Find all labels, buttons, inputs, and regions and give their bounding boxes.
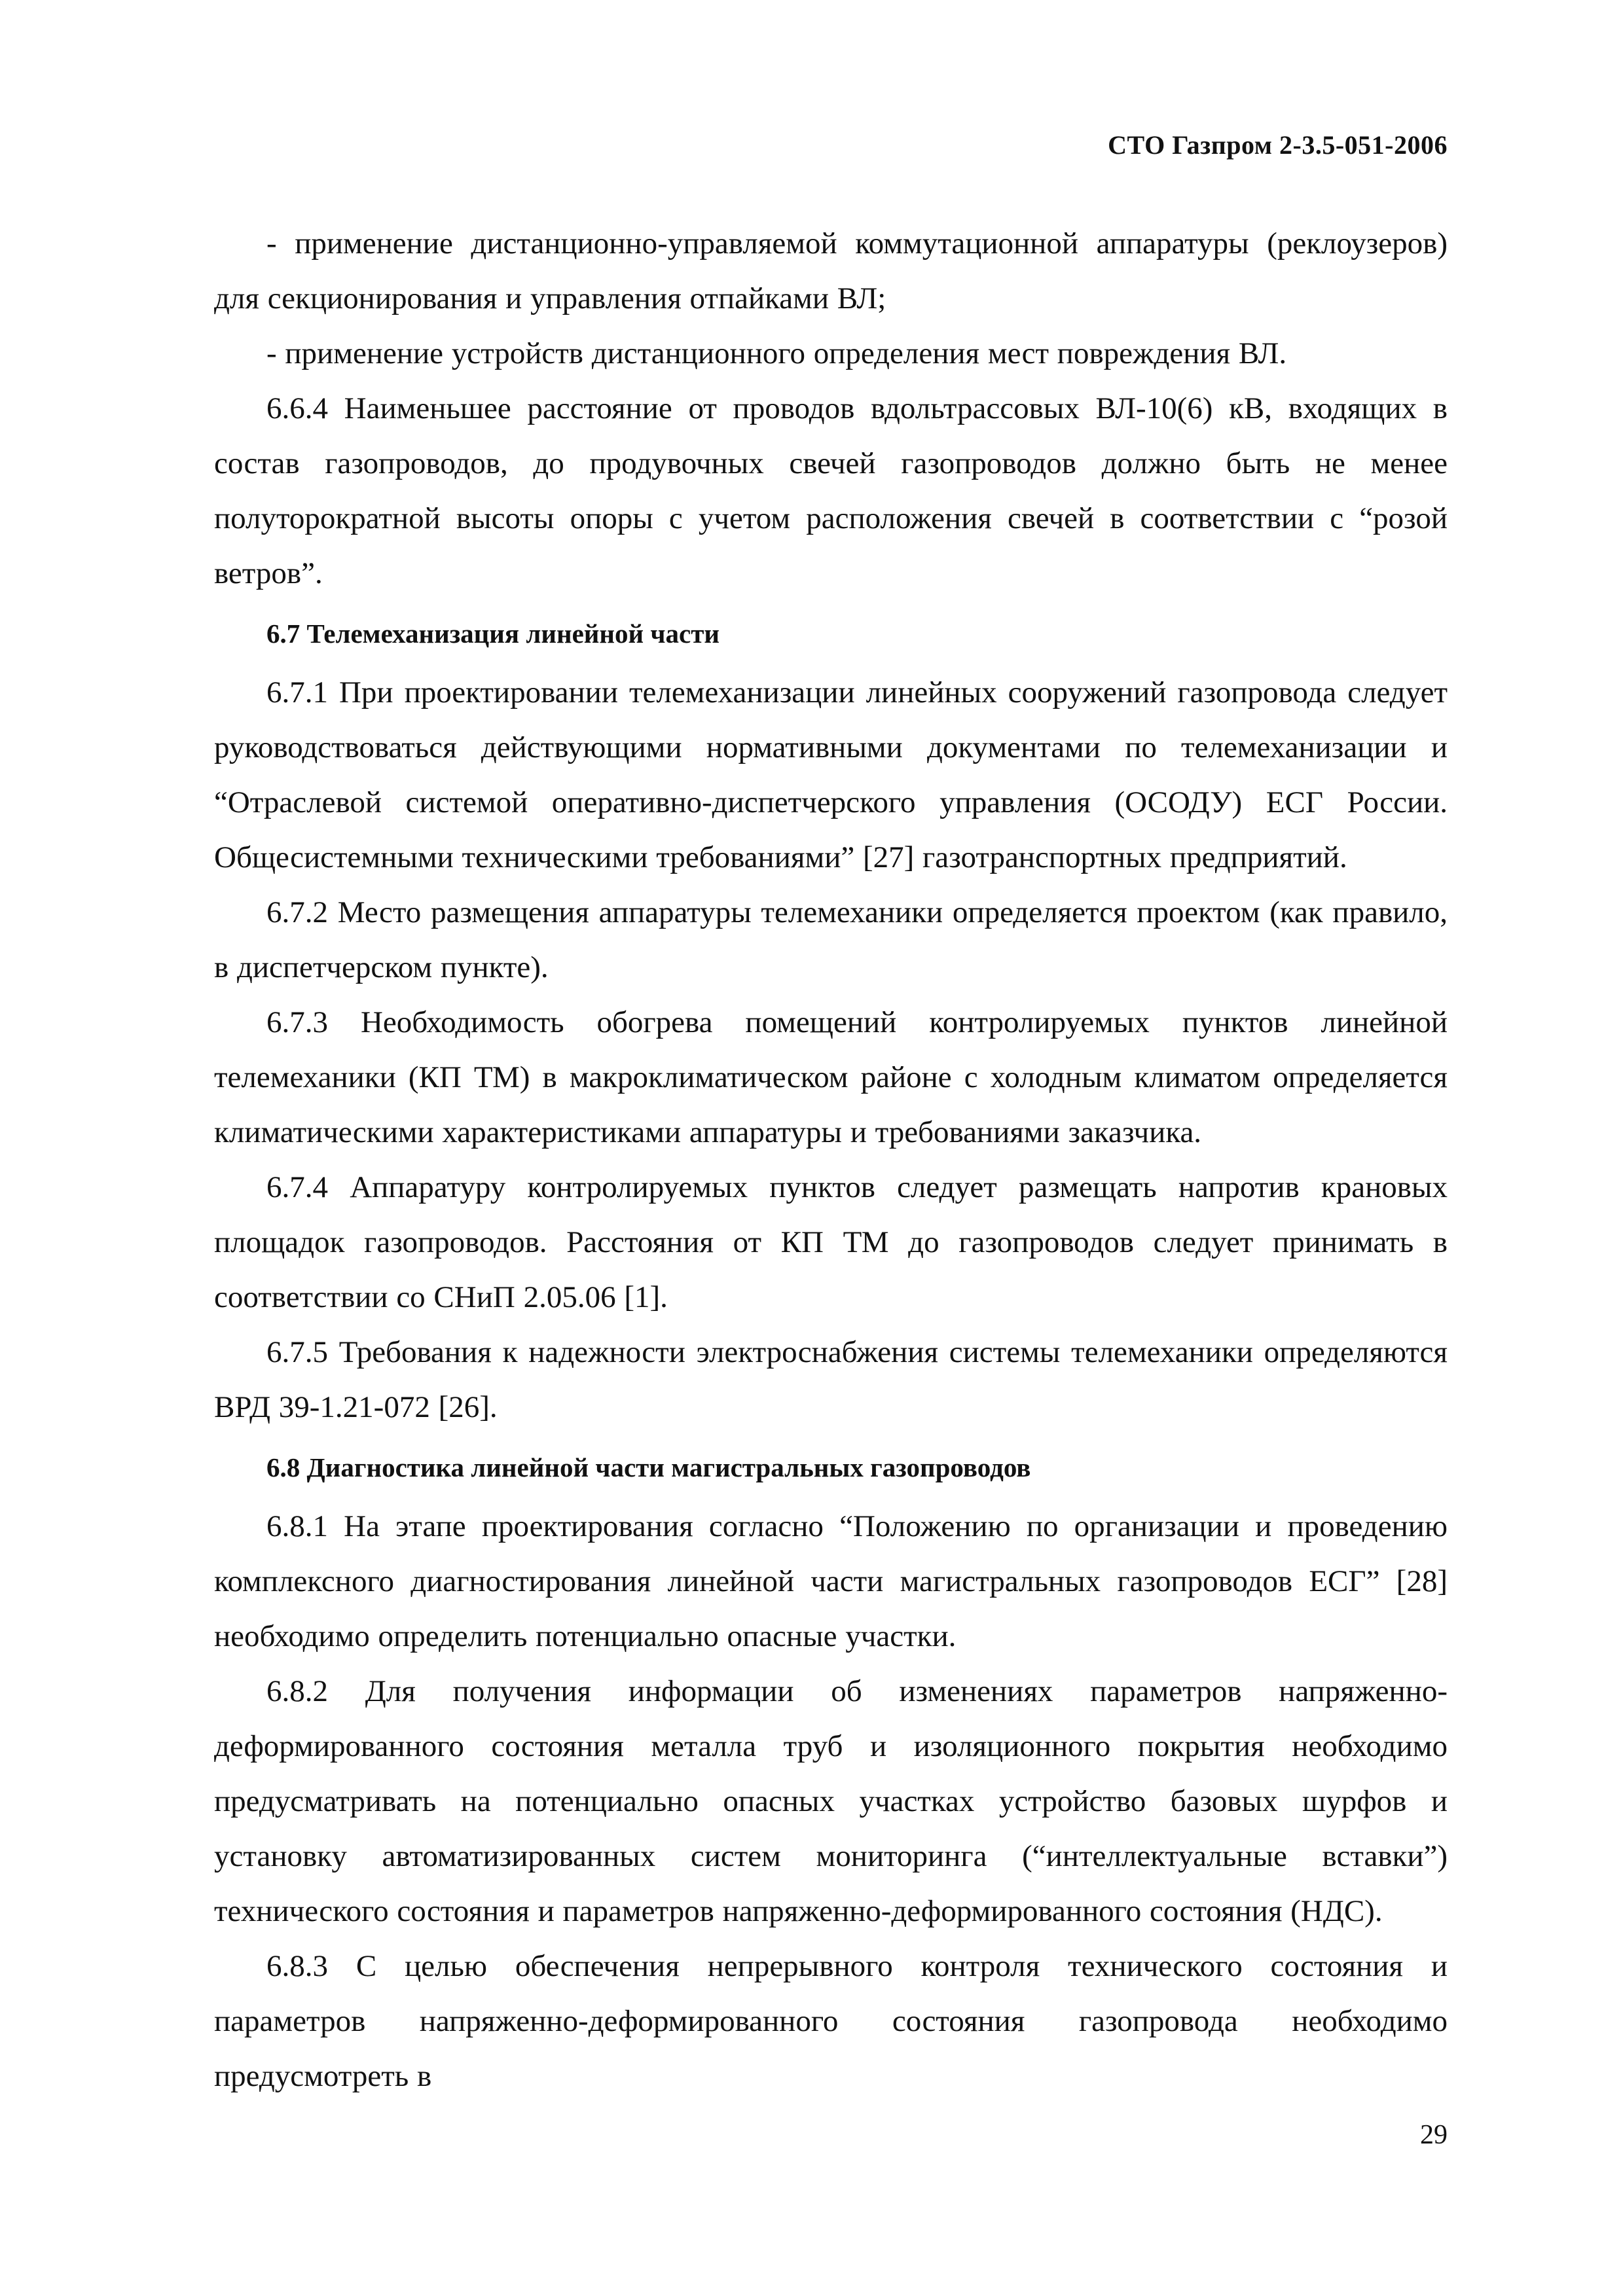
section-title-6-7: 6.7 Телемеханизация линейной части: [266, 619, 720, 649]
page-number: 29: [1420, 2120, 1448, 2150]
paragraph-fault-location: - применение устройств дистанционного определения мест повреждения ВЛ.: [266, 336, 1287, 370]
section-title-6-8: 6.8 Диагностика линейной части магистральных газопроводов: [266, 1452, 1031, 1482]
page-body: [214, 216, 1448, 2104]
paragraph-6-7-5: 6.7.5 Требования к надежности электроснабжения системы телемеханики определяются ВРД 39-1.21-072 [26].: [214, 1335, 1448, 1424]
paragraph-reclosers: - применение дистанционно-управляемой коммутационной аппаратуры (реклоузеров) для секционирования и управления отпайками ВЛ;: [214, 226, 1448, 315]
paragraph-6-8-1: 6.8.1 На этапе проектирования согласно “Положению по организации и проведению комплексного диагностирования линейной части магистральных газопроводов ЕСГ” [28] необходимо определить потенциально опасные участки.: [214, 1509, 1448, 1653]
paragraph-6-7-1: 6.7.1 При проектировании телемеханизации линейных сооружений газопровода следует руководствоваться действующими нормативными документами по телемеханизации и “Отраслевой системой оперативно-диспетчерского управления (ОСОДУ) ЕСГ России. Общесистемными техническими требованиями” [27] газотранспортных предприятий.: [214, 675, 1448, 874]
paragraph-6-6-4: 6.6.4 Наименьшее расстояние от проводов вдольтрассовых ВЛ-10(6) кВ, входящих в состав газопроводов, до продувочных свечей газопроводов должно быть не менее полуторократной высоты опоры с учетом расположения свечей в соответствии с “розой ветров”.: [214, 391, 1448, 590]
paragraph-6-7-2: 6.7.2 Место размещения аппаратуры телемеханики определяется проектом (как правило, в диспетчерском пункте).: [214, 895, 1448, 984]
paragraph-6-8-3: 6.8.3 С целью обеспечения непрерывного контроля технического состояния и параметров напряженно-деформированного состояния газопровода необходимо предусмотреть в: [214, 1949, 1448, 2093]
paragraph-6-7-4: 6.7.4 Аппаратуру контролируемых пунктов следует размещать напротив крановых площадок газопроводов. Расстояния от КП ТМ до газопроводов следует принимать в соответствии со СНиП 2.05.06 [1].: [214, 1170, 1448, 1314]
document-header-id: СТО Газпром 2-3.5-051-2006: [1108, 130, 1448, 160]
paragraph-6-8-2: 6.8.2 Для получения информации об изменениях параметров напряженно-деформированного состояния металла труб и изоляционного покрытия необходимо предусматривать на потенциально опасных участках устройство базовых шурфов и установку автоматизированных систем мониторинга (“интеллектуальные вставки”) технического состояния и параметров напряженно-деформированного состояния (НДС).: [214, 1674, 1448, 1928]
paragraph-6-7-3: 6.7.3 Необходимость обогрева помещений контролируемых пунктов линейной телемеханики (КП ТМ) в макроклиматическом районе с холодным климатом определяется климатическими характеристиками аппаратуры и требованиями заказчика.: [214, 1005, 1448, 1149]
